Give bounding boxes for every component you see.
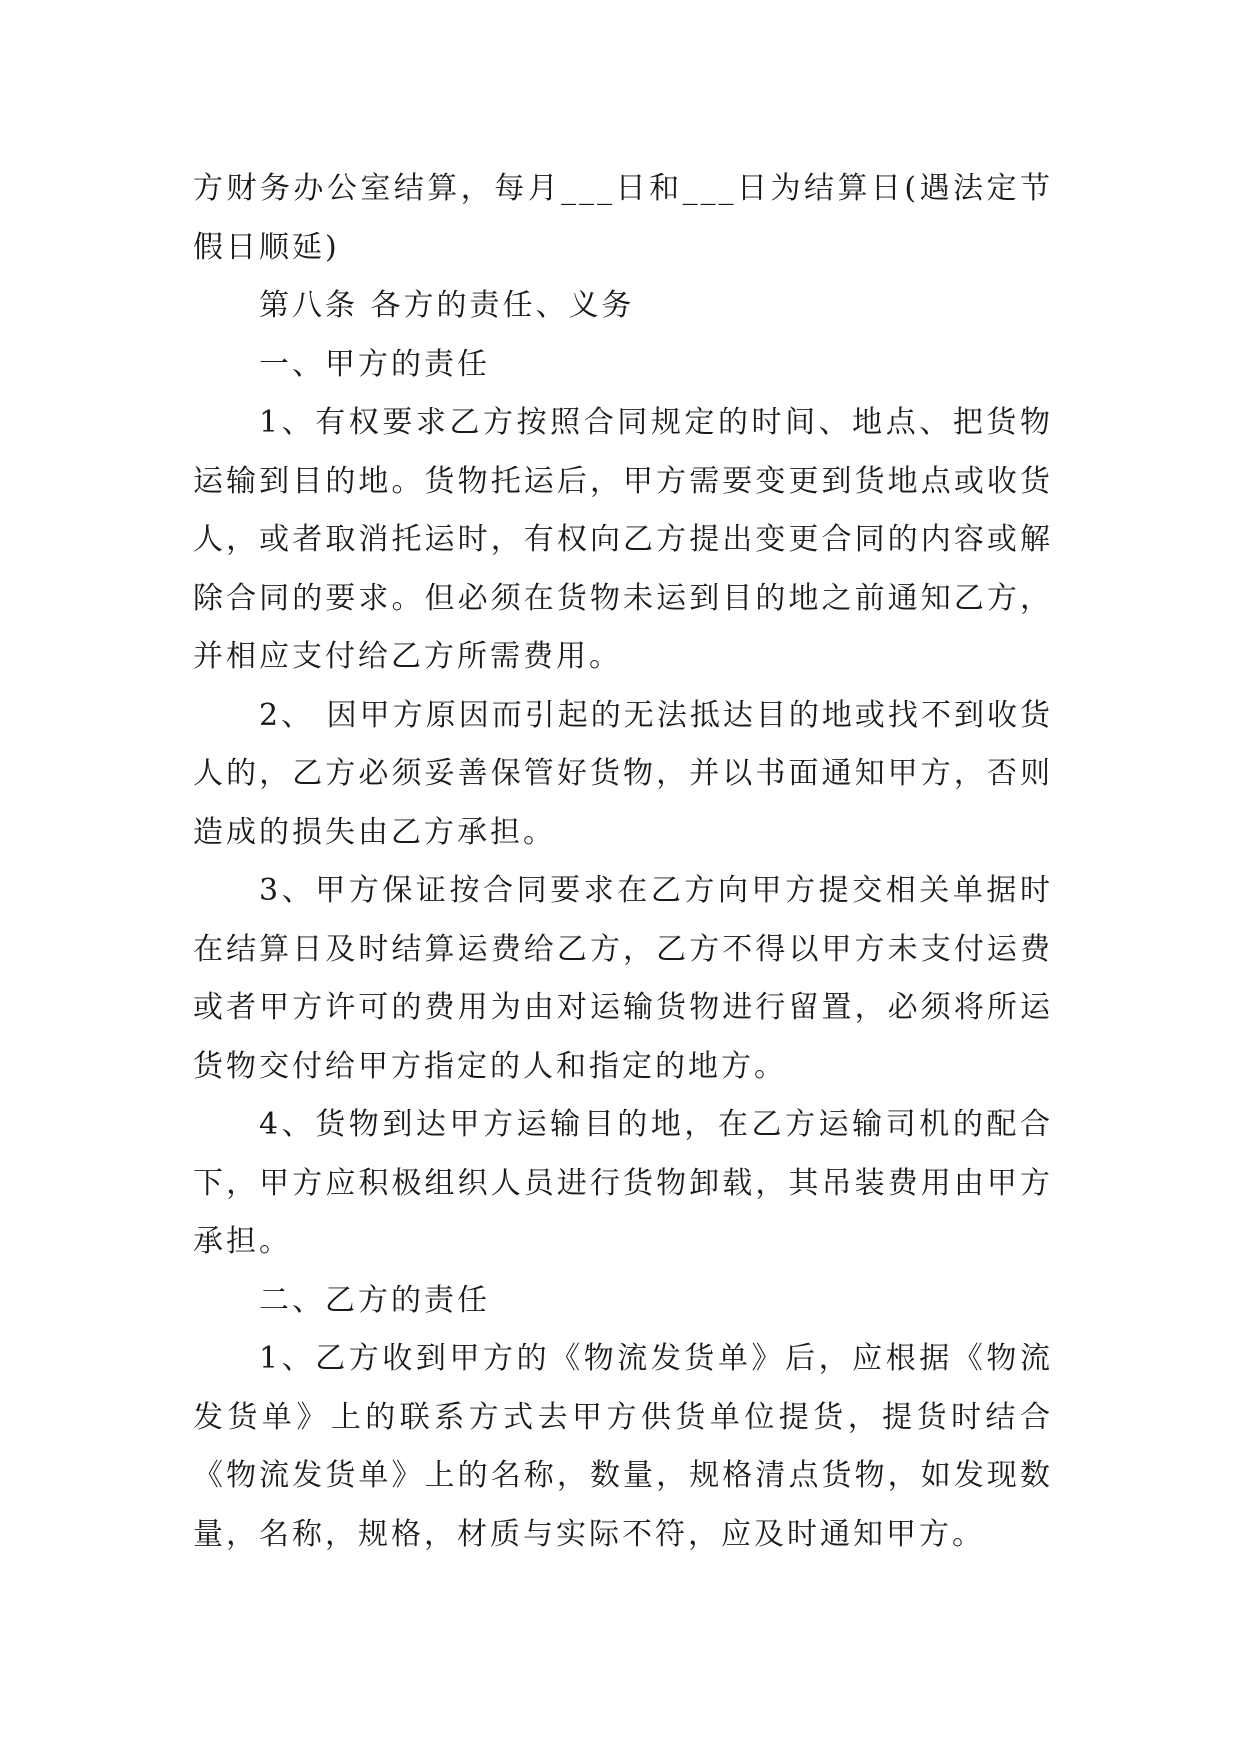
party-a-clause-4: 4、货物到达甲方运输目的地，在乙方运输司机的配合下，甲方应积极组织人员进行货物卸载，其吊装费用由甲方承担。 [193,1107,1053,1259]
article-eight-heading: 第八条 各方的责任、义务 [259,288,635,323]
party-a-clause-3: 3、甲方保证按合同要求在乙方向甲方提交相关单据时在结算日及时结算运费给乙方，乙方不得以甲方未支付运费或者甲方许可的费用为由对运输货物进行留置，必须将所运货物交付给甲方指定的人和指定的地方。 [193,873,1053,1084]
document-body [193,160,1053,1564]
paragraph-settlement-continued: 方财务办公室结算，每月___日和___日为结算日(遇法定节假日顺延) [193,171,1053,265]
party-a-duties-heading: 一、甲方的责任 [259,346,490,382]
party-a-clause-1: 1、有权要求乙方按照合同规定的时间、地点、把货物运输到目的地。货物托运后，甲方需要变更到货地点或收货人，或者取消托运时，有权向乙方提出变更合同的内容或解除合同的要求。但必须在货物未运到目的地之前通知乙方，并相应支付给乙方所需费用。 [193,405,1053,674]
party-a-clause-2: 2、 因甲方原因而引起的无法抵达目的地或找不到收货人的，乙方必须妥善保管好货物，并以书面通知甲方，否则造成的损失由乙方承担。 [193,697,1053,850]
party-b-clause-1: 1、乙方收到甲方的《物流发货单》后，应根据《物流发货单》上的联系方式去甲方供货单位提货，提货时结合《物流发货单》上的名称，数量，规格清点货物，如发现数量，名称，规格，材质与实际不符，应及时通知甲方。 [193,1341,1053,1552]
party-b-duties-heading: 二、乙方的责任 [259,1282,490,1318]
